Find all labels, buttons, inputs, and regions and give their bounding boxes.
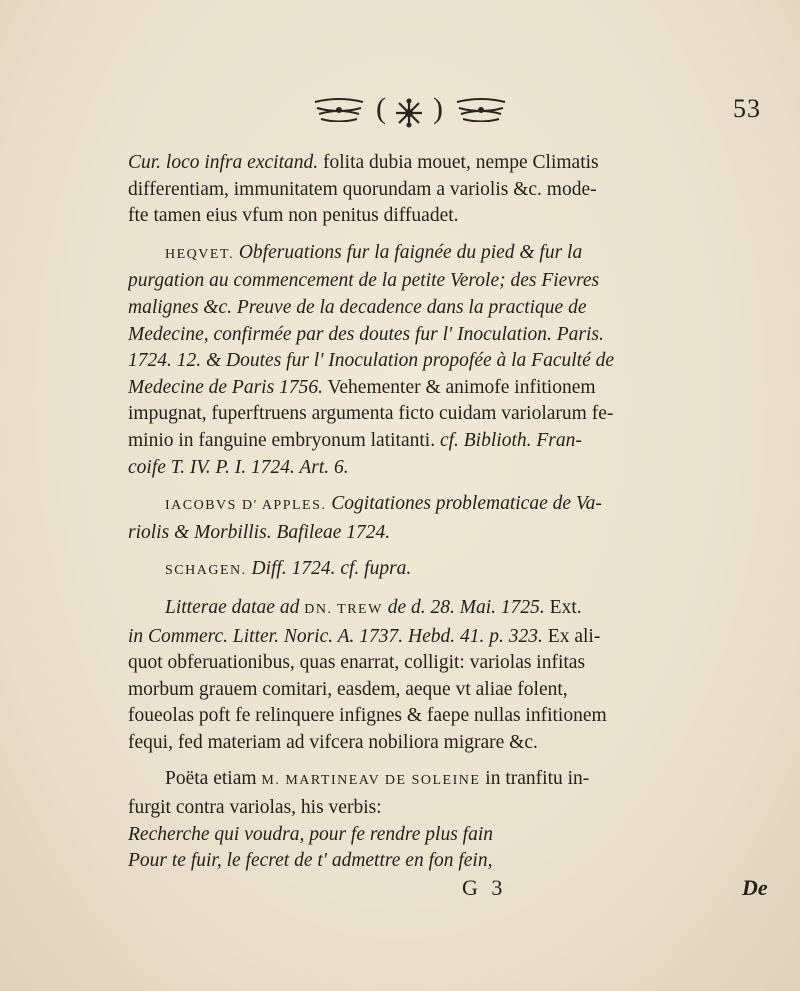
italic-run: Litterae datae ad xyxy=(165,596,305,618)
author-name: IACOBVS D' APPLES. xyxy=(165,498,327,514)
open-paren: ( xyxy=(376,92,386,125)
italic-run: in Commerc. Litter. Noric. A. 1737. Hebd. 41. p. 323. xyxy=(128,625,543,647)
paragraph-poeta xyxy=(128,766,785,874)
verse-line: Recherche qui voudra, pour fe rendre plus fain xyxy=(128,823,494,845)
page-number: 53 xyxy=(733,94,761,123)
text-line: 1724. 12. & Doutes fur l' Inoculation propofée à la Faculté de xyxy=(128,350,615,372)
paragraph-schagen xyxy=(128,556,785,585)
close-paren: ) xyxy=(433,92,443,125)
verse-line: Pour te fuir, le fecret de t' admettre en fon fein, xyxy=(128,850,493,872)
text-line: coife T. IV. P. I. 1724. Art. 6. xyxy=(128,456,349,478)
text-line xyxy=(128,556,785,585)
italic-run: Cogitationes problematicae de Va- xyxy=(326,493,602,515)
author-name: M. MARTINEAV DE SOLEINE xyxy=(261,773,481,789)
paragraph-litterae xyxy=(128,595,785,757)
italic-run: Cur. loco infra excitand. xyxy=(128,152,319,173)
right-ornament-icon xyxy=(455,98,507,122)
left-ornament-icon xyxy=(313,98,365,122)
signature-mark: G 3 xyxy=(462,875,507,900)
italic-run: Medecine de Paris 1756. xyxy=(128,376,323,398)
italic-run: Obferuations fur la faignée du pied & fur la xyxy=(233,241,583,263)
paragraph-cur-loco xyxy=(128,150,785,230)
text-line xyxy=(128,595,785,624)
italic-run: Diff. 1724. cf. fupra. xyxy=(246,558,412,580)
center-ornament-icon xyxy=(393,98,425,128)
text-line xyxy=(128,375,785,402)
author-name: SCHAGEN. xyxy=(165,563,247,579)
roman-run: Ext. xyxy=(544,596,582,618)
paragraph-hequet xyxy=(128,240,785,481)
italic-run: de d. 28. Mai. 1725. xyxy=(382,596,545,618)
running-head xyxy=(0,92,800,132)
roman-run: in tranfitu in- xyxy=(480,768,590,790)
text-line: impugnat, fuperftruens argumenta ficto cuidam variolarum fe- xyxy=(128,403,614,425)
text-line: fequi, fed materiam ad vifcera nobiliora migrare &c. xyxy=(128,731,538,753)
roman-run: Vehementer & animofe infitionem xyxy=(322,376,596,398)
text-line xyxy=(128,491,785,520)
text-line xyxy=(128,240,785,269)
text-line: foueolas poft fe relinquere infignes & faepe nullas infitionem xyxy=(128,705,607,727)
text-line: furgit contra variolas, his verbis: xyxy=(128,797,382,819)
roman-run: Ex ali- xyxy=(542,625,601,647)
roman-run: minio in fanguine embryonum latitanti. xyxy=(128,429,440,451)
roman-run: folita dubia mouet, nempe Climatis xyxy=(318,152,599,173)
roman-run: Poëta etiam xyxy=(165,768,262,790)
paragraph-dapples xyxy=(128,491,785,546)
text-line: purgation au commencement de la petite Verole; des Fievres xyxy=(128,270,600,292)
catchword: De xyxy=(742,875,768,900)
text-line: malignes &c. Preuve de la decadence dans la practique de xyxy=(128,296,587,318)
text-line: riolis & Morbillis. Bafileae 1724. xyxy=(128,521,391,543)
text-line: morbum grauem comitari, easdem, aeque vt aliae folent, xyxy=(128,678,568,700)
text-line: quot obferuationibus, quas enarrat, colligit: variolas infitas xyxy=(128,652,586,674)
text-line xyxy=(128,150,785,177)
author-name: HEQVET. xyxy=(165,246,234,262)
text-line xyxy=(128,766,785,795)
text-line: Medecine, confirmée par des doutes fur l' Inoculation. Paris. xyxy=(128,323,604,345)
text-line: fte tamen eius vfum non penitus diffuadet. xyxy=(128,205,459,227)
page-footer xyxy=(0,875,800,915)
author-name: DN. TREW xyxy=(304,601,383,617)
text-line: differentiam, immunitatem quorundam a variolis &c. mode- xyxy=(128,178,597,200)
main-text xyxy=(128,150,785,875)
italic-run: cf. Biblioth. Fran- xyxy=(439,429,582,451)
text-line xyxy=(128,624,785,651)
text-line xyxy=(128,428,785,455)
